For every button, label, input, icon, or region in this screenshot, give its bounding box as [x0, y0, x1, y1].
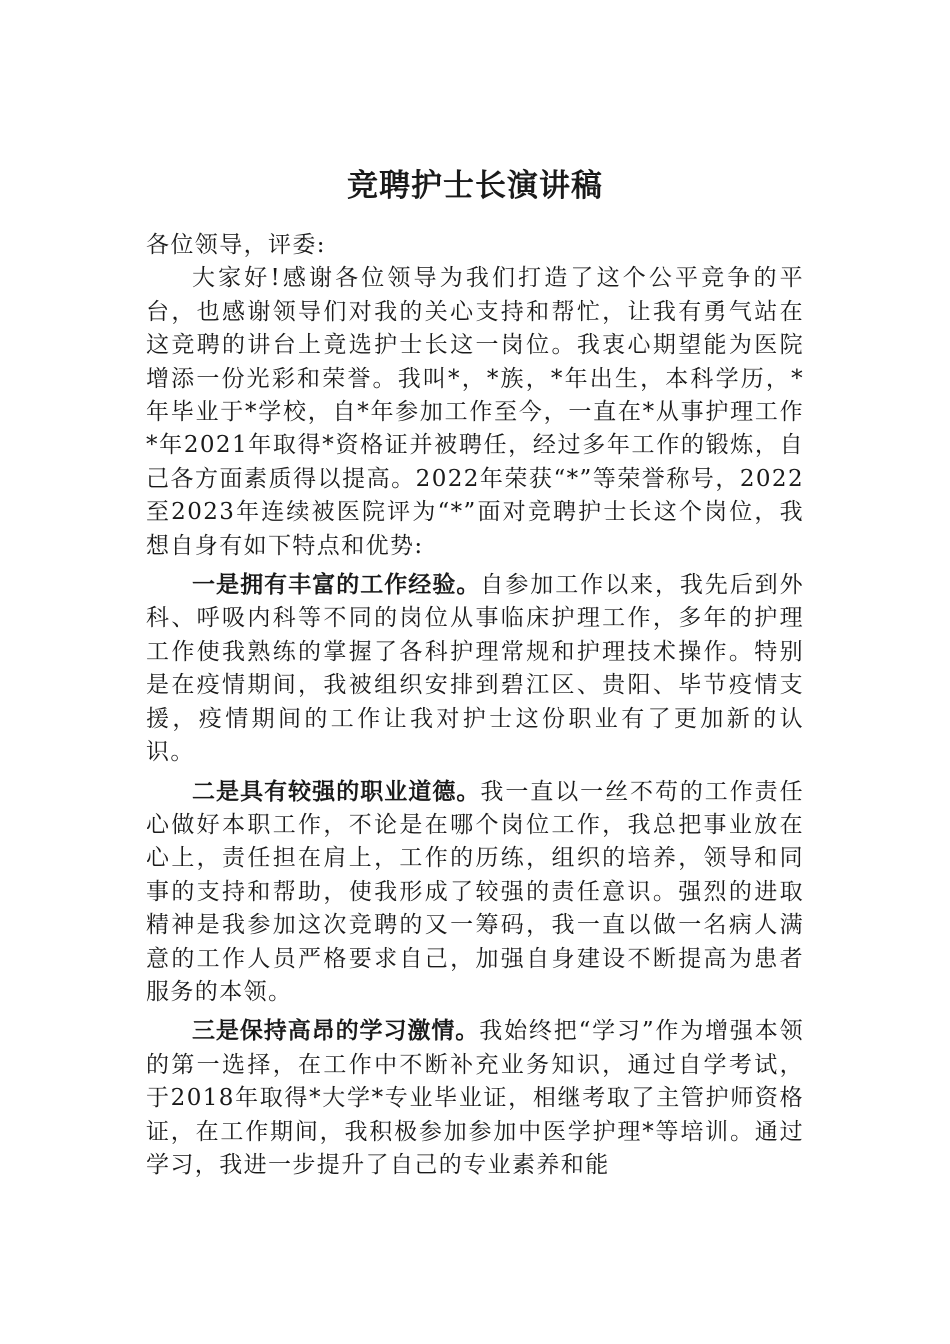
- section-lead-3: 三是保持高昂的学习激情。: [192, 1018, 480, 1045]
- document-body: [146, 229, 804, 1182]
- section-lead-1: 一是拥有丰富的工作经验。: [192, 572, 481, 599]
- salutation: 各位领导，评委:: [146, 232, 326, 258]
- document-title: 竞聘护士长演讲稿: [347, 168, 603, 204]
- section-paragraph-1: [146, 569, 804, 769]
- section-text-2: 我一直以一丝不苟的工作责任心做好本职工作，不论是在哪个岗位工作，我总把事业放在心上，责任担在肩上，工作的历练，组织的培养，领导和同事的支持和帮助，使我形成了较强的责任意识。强烈的进取精神是我参加这次竞聘的又一筹码，我一直以做一名病人满意的工作人员严格要求自己，加强自身建设不断提高为患者服务的本领。: [146, 778, 805, 1005]
- section-lead-2: 二是具有较强的职业道德。: [192, 778, 481, 805]
- section-text-1: 自参加工作以来，我先后到外科、呼吸内科等不同的岗位从事临床护理工作，多年的护理工作使我熟练的掌握了各科护理常规和护理技术操作。特别是在疫情期间，我被组织安排到碧江区、贵阳、毕节疫情支援，疫情期间的工作让我对护士这份职业有了更加新的认识。: [146, 572, 805, 766]
- section-paragraph-3: [146, 1015, 804, 1182]
- section-paragraph-2: [146, 776, 804, 1010]
- intro-paragraph: 大家好!感谢各位领导为我们打造了这个公平竞争的平台，也感谢领导们对我的关心支持和帮忙，让我有勇气站在这竞聘的讲台上竟选护士长这一岗位。我衷心期望能为医院增添一份光彩和荣誉。我叫*，*族，*年出生，本科学历，*年毕业于*学校，自*年参加工作至今，一直在*从事护理工作*年2021年取得*资格证并被聘任，经过多年工作的锻炼，自己各方面素质得以提高。2022年荣获“*”等荣誉称号，2022至2023年连续被医院评为“*”面对竞聘护士长这个岗位，我想自身有如下特点和优势:: [146, 265, 804, 559]
- section-text-3: 我始终把“学习”作为增强本领的第一选择，在工作中不断补充业务知识，通过自学考试，于2018年取得*大学*专业毕业证，相继考取了主管护师资格证，在工作期间，我积极参加参加中医学护理*等培训。通过学习，我进一步提升了自己的专业素养和能: [146, 1018, 805, 1178]
